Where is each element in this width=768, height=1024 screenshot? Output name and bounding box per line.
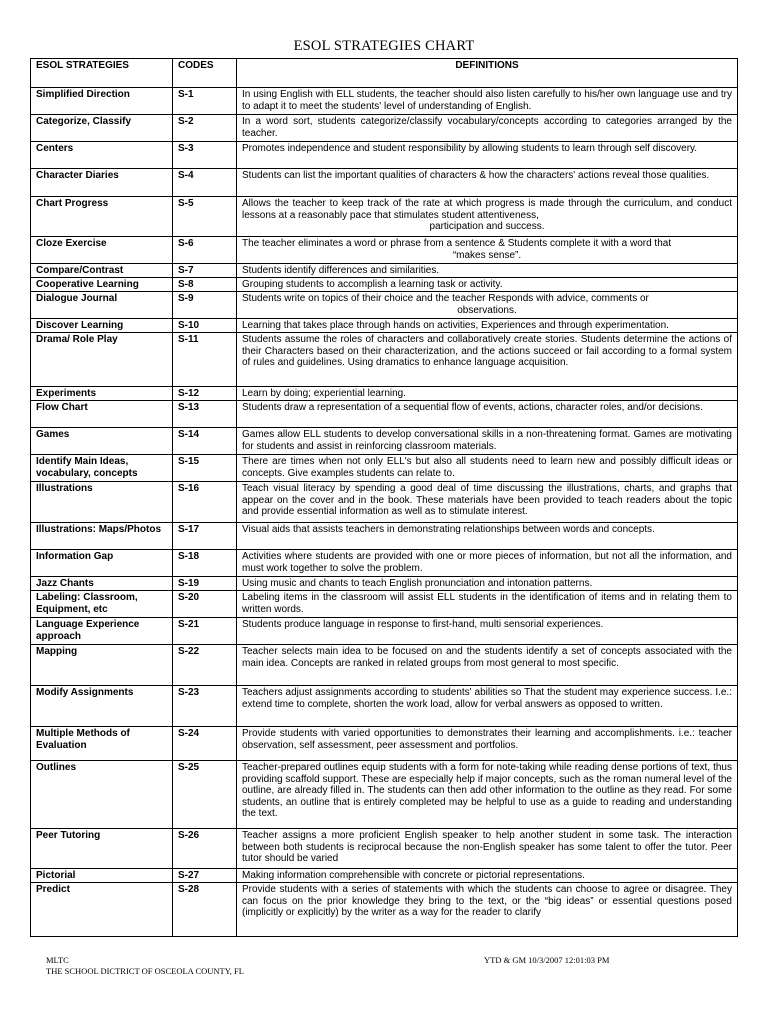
strategy-definition — [237, 591, 738, 618]
strategy-name: Character Diaries — [31, 169, 173, 197]
table-row — [31, 645, 738, 686]
definition-text: There are times when not only ELL's but also all students need to learn new and possibly difficult ideas or concepts. Give examples students can relate to. — [242, 456, 732, 479]
strategy-definition — [237, 645, 738, 686]
table-row — [31, 727, 738, 761]
strategy-name: Centers — [31, 142, 173, 169]
table-row — [31, 197, 738, 237]
strategy-definition — [237, 482, 738, 523]
definition-text: Teach visual literacy by spending a good deal of time discussing the illustrations, charts, and graphs that appear on the cover and in the book. These materials have been provided to teach readers about the topic and provide essential information as well as to stimulate interest. — [242, 483, 732, 518]
strategy-definition — [237, 387, 738, 401]
strategy-code: S-28 — [173, 883, 237, 937]
strategy-code: S-22 — [173, 645, 237, 686]
table-row — [31, 115, 738, 142]
definition-text: Provide students with varied opportunities to demonstrates their learning and accomplishments. i.e.: teacher observation, self assessment, peer assessment and portfolios. — [242, 728, 732, 751]
definition-text: observations. — [457, 304, 517, 316]
strategy-definition — [237, 761, 738, 829]
strategy-name: Games — [31, 428, 173, 455]
strategy-name: Language Experience approach — [31, 618, 173, 645]
table-row — [31, 550, 738, 577]
strategy-definition — [237, 169, 738, 197]
column-header-definitions: DEFINITIONS — [237, 59, 738, 88]
strategy-name: Chart Progress — [31, 197, 173, 237]
strategy-name: Pictorial — [31, 869, 173, 883]
strategy-code: S-12 — [173, 387, 237, 401]
table-row — [31, 401, 738, 428]
table-row — [31, 455, 738, 482]
table-row — [31, 88, 738, 115]
footer-left — [46, 955, 244, 977]
definition-text: Students write on topics of their choice and the teacher Responds with advice, comments or — [242, 293, 649, 304]
definition-text: The teacher eliminates a word or phrase from a sentence & Students complete it with a word that — [242, 238, 672, 249]
strategy-code: S-18 — [173, 550, 237, 577]
strategy-definition — [237, 829, 738, 869]
strategy-definition — [237, 115, 738, 142]
definition-text: Learning that takes place through hands on activities, Experiences and through experimentation. — [242, 320, 669, 331]
strategy-code: S-15 — [173, 455, 237, 482]
strategy-code: S-24 — [173, 727, 237, 761]
table-row — [31, 237, 738, 264]
strategy-name: Compare/Contrast — [31, 264, 173, 278]
strategy-definition — [237, 401, 738, 428]
strategy-definition — [237, 686, 738, 727]
strategy-name: Jazz Chants — [31, 577, 173, 591]
table-row — [31, 618, 738, 645]
strategy-definition — [237, 333, 738, 387]
strategy-definition — [237, 618, 738, 645]
table-row — [31, 319, 738, 333]
strategy-name: Discover Learning — [31, 319, 173, 333]
strategy-definition — [237, 142, 738, 169]
strategy-code: S-26 — [173, 829, 237, 869]
strategies-table — [30, 58, 738, 937]
strategy-name: Cloze Exercise — [31, 237, 173, 264]
table-row — [31, 829, 738, 869]
strategy-code: S-10 — [173, 319, 237, 333]
strategy-name: Peer Tutoring — [31, 829, 173, 869]
footer-org-line: MLTC — [46, 955, 69, 965]
strategy-definition — [237, 319, 738, 333]
definition-text: In using English with ELL students, the teacher should also listen carefully to his/her own language use and try to adapt it to meet the students' level of understanding of English. — [242, 89, 732, 112]
definition-text: participation and success. — [429, 221, 545, 233]
strategy-definition — [237, 883, 738, 937]
table-row — [31, 292, 738, 319]
table-row — [31, 142, 738, 169]
table-row — [31, 428, 738, 455]
definition-text: Students draw a representation of a sequential flow of events, actions, character roles, and/or decisions. — [242, 402, 703, 413]
definition-text: Making information comprehensible with concrete or pictorial representations. — [242, 870, 585, 881]
strategy-code: S-7 — [173, 264, 237, 278]
strategy-code: S-25 — [173, 761, 237, 829]
page-title: ESOL STRATEGIES CHART — [293, 38, 475, 54]
strategy-name: Identify Main Ideas, vocabulary, concepts — [31, 455, 173, 482]
strategy-name: Labeling: Classroom, Equipment, etc — [31, 591, 173, 618]
table-row — [31, 591, 738, 618]
strategy-definition — [237, 869, 738, 883]
strategy-name: Mapping — [31, 645, 173, 686]
strategy-definition — [237, 292, 738, 319]
definition-text: Activities where students are provided with one or more pieces of information, but not all the information, and must work together to solve the problem. — [242, 551, 732, 574]
strategy-code: S-3 — [173, 142, 237, 169]
strategy-definition — [237, 577, 738, 591]
column-header-strategies: ESOL STRATEGIES — [31, 59, 173, 88]
strategy-code: S-4 — [173, 169, 237, 197]
strategy-name: Information Gap — [31, 550, 173, 577]
definition-text: Learn by doing; experiential learning. — [242, 388, 406, 399]
strategy-code: S-23 — [173, 686, 237, 727]
strategy-code: S-19 — [173, 577, 237, 591]
strategy-name: Outlines — [31, 761, 173, 829]
table-row — [31, 523, 738, 550]
strategy-definition — [237, 264, 738, 278]
definition-text: Using music and chants to teach English pronunciation and intonation patterns. — [242, 578, 593, 589]
table-row — [31, 761, 738, 829]
strategy-code: S-27 — [173, 869, 237, 883]
strategies-table-body — [31, 88, 738, 937]
footer-district-line: THE SCHOOL DICTRICT OF OSCEOLA COUNTY, FL — [46, 966, 244, 976]
table-row — [31, 333, 738, 387]
definition-text: Labeling items in the classroom will assist ELL students in the identification of items and in relating them to written words. — [242, 592, 732, 615]
strategy-code: S-13 — [173, 401, 237, 428]
definition-text: Games allow ELL students to develop conversational skills in a non-threatening format. Games are motivating for students and assist in reinforcing classroom materials. — [242, 429, 732, 452]
footer-timestamp: YTD & GM 10/3/2007 12:01:03 PM — [484, 955, 610, 965]
strategy-name: Experiments — [31, 387, 173, 401]
strategy-definition — [237, 237, 738, 264]
table-row — [31, 577, 738, 591]
strategy-name: Modify Assignments — [31, 686, 173, 727]
strategy-code: S-1 — [173, 88, 237, 115]
strategy-definition — [237, 278, 738, 292]
definition-text: Allows the teacher to keep track of the rate at which progress is made through the curriculum, and conduct lessons at a reasonably pace that stimulates student attentiveness, — [242, 198, 732, 221]
strategy-definition — [237, 550, 738, 577]
strategy-definition — [237, 428, 738, 455]
definition-text: Students identify differences and similarities. — [242, 265, 440, 276]
table-row — [31, 482, 738, 523]
definition-text: Visual aids that assists teachers in demonstrating relationships between words and concepts. — [242, 524, 655, 535]
definition-text: Students produce language in response to first-hand, multi sensorial experiences. — [242, 619, 604, 630]
definition-text: Promotes independence and student responsibility by allowing students to learn through self discovery. — [242, 143, 698, 154]
strategy-name: Predict — [31, 883, 173, 937]
strategy-name: Categorize, Classify — [31, 115, 173, 142]
strategy-definition — [237, 88, 738, 115]
strategy-name: Cooperative Learning — [31, 278, 173, 292]
definition-text: Teacher selects main idea to be focused on and the students identify a set of concepts associated with the main idea. Concepts are ranked in related groups from most general to most specific. — [242, 646, 732, 669]
strategy-name: Drama/ Role Play — [31, 333, 173, 387]
strategy-code: S-17 — [173, 523, 237, 550]
strategy-code: S-8 — [173, 278, 237, 292]
table-row — [31, 869, 738, 883]
definition-text: Teachers adjust assignments according to students' abilities so That the student may experience success. I.e.: extend time to complete, shorten the work load, allow for verbal answers as opposed to written. — [242, 687, 732, 710]
strategy-code: S-5 — [173, 197, 237, 237]
strategy-code: S-2 — [173, 115, 237, 142]
definition-text: Students can list the important qualities of characters & how the characters' actions reveal those qualities. — [242, 170, 710, 181]
strategy-code: S-9 — [173, 292, 237, 319]
definition-text: Provide students with a series of statements with which the students can choose to agree or disagree. They can focus on the prior knowledge they bring to the text, or the “big ideas” or essential questions posed (implicitly or explicitly) by the writer as a way for the reader to clarify — [242, 884, 732, 919]
table-row — [31, 387, 738, 401]
strategy-name: Illustrations: Maps/Photos — [31, 523, 173, 550]
strategy-code: S-20 — [173, 591, 237, 618]
definition-text: Grouping students to accomplish a learning task or activity. — [242, 279, 503, 290]
strategy-code: S-11 — [173, 333, 237, 387]
definition-text: “makes sense”. — [452, 249, 522, 261]
strategy-code: S-6 — [173, 237, 237, 264]
table-row — [31, 278, 738, 292]
strategy-code: S-21 — [173, 618, 237, 645]
column-header-codes: CODES — [173, 59, 237, 88]
definition-text: Teacher-prepared outlines equip students with a form for note-taking while reading dense portions of text, thus providing scaffold support. These are especially help if major concepts, such as the roman numeral level of the outline, are already filled in. The students can then add other information to the outline as they read. For some students, an outline that is entirely completed may be helpful to use as a guide to reading and understanding the text. — [242, 762, 732, 820]
strategy-definition — [237, 523, 738, 550]
table-row — [31, 686, 738, 727]
strategy-definition — [237, 455, 738, 482]
definition-text: Students assume the roles of characters and collaboratively create stories. Students determine the actions of their Characters based on their characterization, and the actions succeed or fail according to a formal system of rules and guidelines. Using dramatics to enhance language acquisition. — [242, 334, 732, 369]
definition-text: Teacher assigns a more proficient English speaker to help another student in some task. The interaction between both students is reciprocal because the non-English speaker has some talent to offer the tutor. Peer tutor should be varied — [242, 830, 732, 865]
strategy-name: Dialogue Journal — [31, 292, 173, 319]
strategy-name: Illustrations — [31, 482, 173, 523]
definition-text: In a word sort, students categorize/classify vocabulary/concepts according to categories arranged by the teacher. — [242, 116, 732, 139]
table-row — [31, 883, 738, 937]
strategy-definition — [237, 727, 738, 761]
strategy-definition — [237, 197, 738, 237]
table-row — [31, 264, 738, 278]
table-header-row — [31, 59, 738, 88]
strategy-name: Multiple Methods of Evaluation — [31, 727, 173, 761]
strategy-name: Flow Chart — [31, 401, 173, 428]
table-row — [31, 169, 738, 197]
strategy-name: Simplified Direction — [31, 88, 173, 115]
strategy-code: S-16 — [173, 482, 237, 523]
strategy-code: S-14 — [173, 428, 237, 455]
